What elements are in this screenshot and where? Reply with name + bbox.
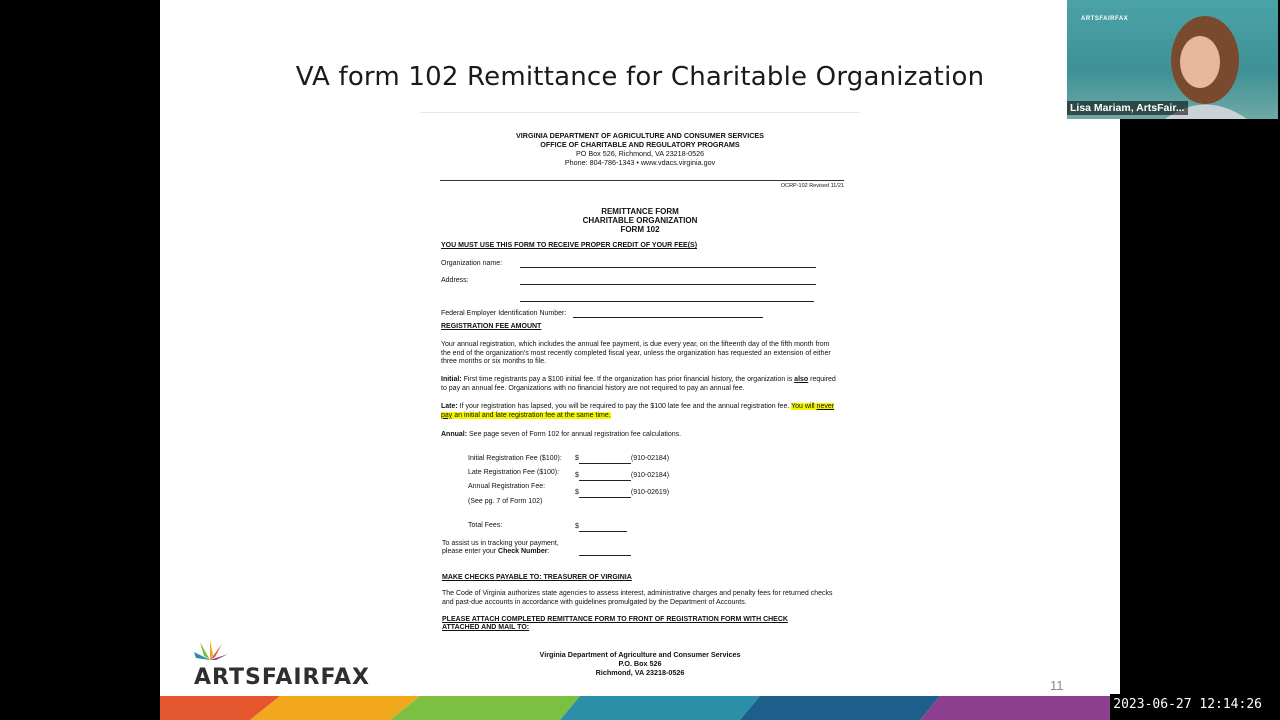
decorative-color-stripe	[160, 696, 1120, 720]
initial-text-a: First time registrants pay a $100 initial fee. If the organization has prior financial history, the organization is	[461, 376, 795, 383]
annual-fee-amount	[575, 489, 669, 498]
initial-fee-paragraph	[441, 376, 841, 393]
attach-instructions-1: PLEASE ATTACH COMPLETED REMITTANCE FORM TO FRONT OF REGISTRATION FORM WITH CHECK	[442, 616, 788, 623]
dollar-sign: $	[575, 489, 579, 496]
initial-fee-blank	[579, 456, 631, 464]
participant-name-label: Lisa Mariam, ArtsFair...	[1067, 101, 1188, 115]
initial-also: also	[794, 376, 809, 383]
artsfairfax-logo-text: ARTSFAIRFAX	[194, 665, 370, 690]
mailing-address-1: Virginia Department of Agriculture and Consumer Services	[539, 650, 741, 659]
mailing-address-2: P.O. Box 526	[618, 659, 662, 668]
mailing-address-3: Richmond, VA 23218-0526	[595, 668, 685, 677]
remittance-form-document	[420, 112, 860, 701]
late-fee-blank	[579, 473, 631, 481]
late-fee-label: Late Registration Fee ($100):	[468, 469, 560, 476]
check-number-label: Check Number	[498, 548, 548, 555]
slide-page-number: 11	[1050, 678, 1064, 693]
fein-label: Federal Employer Identification Number:	[441, 310, 567, 317]
header-divider	[440, 180, 844, 181]
org-name-line	[520, 267, 816, 268]
tracking-line-2	[442, 548, 549, 557]
dollar-sign: $	[575, 455, 579, 462]
slide-title: VA form 102 Remittance for Charitable Organization	[295, 62, 985, 92]
form-title-2: CHARITABLE ORGANIZATION	[582, 216, 698, 225]
initial-label: Initial:	[441, 376, 462, 383]
org-name-label: Organization name:	[441, 260, 503, 267]
form-agency-name: VIRGINIA DEPARTMENT OF AGRICULTURE AND CONSUMER SERVICES	[516, 131, 764, 140]
late-fee-code: (910-02184)	[630, 472, 670, 479]
late-text: If your registration has lapsed, you will be required to pay the $100 late fee and the annual registration fee.	[457, 403, 792, 410]
late-fee-paragraph	[441, 403, 841, 420]
late-highlight-never: never pay	[441, 403, 835, 419]
late-highlight-a: You will	[791, 403, 817, 410]
dollar-sign: $	[575, 472, 579, 479]
address-line-1	[520, 284, 816, 285]
late-highlight-b: an initial and late registration fee at the same time.	[452, 411, 611, 419]
initial-fee-amount	[575, 455, 669, 464]
form-title-3: FORM 102	[620, 225, 660, 234]
form-address: PO Box 526, Richmond, VA 23218-0526	[575, 149, 705, 158]
form-phone: Phone: 804-786-1343 • www.vdacs.virginia.gov	[564, 158, 716, 167]
annual-fee-blank	[579, 490, 631, 498]
late-fee-amount	[575, 472, 669, 481]
fein-line	[573, 317, 763, 318]
must-use-notice: YOU MUST USE THIS FORM TO RECEIVE PROPER CREDIT OF YOUR FEE(S)	[441, 242, 698, 249]
annual-fee-note: (See pg. 7 of Form 102)	[468, 498, 543, 505]
registration-fee-heading: REGISTRATION FEE AMOUNT	[441, 323, 542, 330]
initial-text-b: required to pay an annual fee. Organizations with no financial history are not required to pay an annual fee.	[441, 376, 836, 392]
tracking-text: please enter your	[442, 548, 499, 555]
address-label: Address:	[441, 277, 469, 284]
participant-video-tile[interactable]	[1067, 0, 1278, 119]
tracking-line-1: To assist us in tracking your payment,	[442, 540, 559, 547]
check-number-line	[579, 555, 631, 556]
address-line-2	[520, 301, 814, 302]
total-fees-label: Total Fees:	[468, 522, 503, 529]
form-office-name: OFFICE OF CHARITABLE AND REGULATORY PROGRAMS	[540, 140, 740, 149]
total-fees-amount	[575, 523, 627, 532]
annual-fee-label: Annual Registration Fee:	[468, 483, 546, 490]
annual-fee-paragraph	[441, 431, 841, 440]
initial-fee-label: Initial Registration Fee ($100):	[468, 455, 562, 462]
presentation-slide	[160, 0, 1120, 720]
form-revision: OCRP-102 Revised 11/21	[780, 183, 844, 189]
late-label: Late:	[441, 403, 458, 410]
total-fees-blank	[579, 524, 627, 532]
code-of-virginia-paragraph: The Code of Virginia authorizes state agencies to assess interest, administrative charges and penalty fees for returned checks and past-due accounts in accordance with guidelines promulgated by the Department of Accounts.	[442, 590, 833, 606]
annual-text: See page seven of Form 102 for annual registration fee calculations.	[467, 431, 682, 438]
dollar-sign: $	[575, 523, 579, 530]
annual-label: Annual:	[441, 431, 468, 438]
initial-fee-code: (910-02184)	[630, 455, 670, 462]
attach-instructions-2: ATTACHED AND MAIL TO:	[442, 624, 530, 631]
recording-timestamp: 2023-06-27 12:14:26	[1110, 694, 1280, 720]
form-title-1: REMITTANCE FORM	[601, 207, 679, 216]
annual-registration-paragraph: Your annual registration, which includes the annual fee payment, is due every year, on the fifteenth day of the fifth month from the end of the organization's most recently completed fiscal year, unless the organization has requested an extension of either three months or six months to file.	[441, 341, 831, 365]
checks-payable-heading: MAKE CHECKS PAYABLE TO: TREASURER OF VIRGINIA	[442, 574, 632, 581]
annual-fee-code: (910-02619)	[630, 489, 670, 496]
tracking-colon: :	[547, 548, 550, 555]
video-background-logo: ARTSFAIRFAX	[1081, 16, 1129, 22]
